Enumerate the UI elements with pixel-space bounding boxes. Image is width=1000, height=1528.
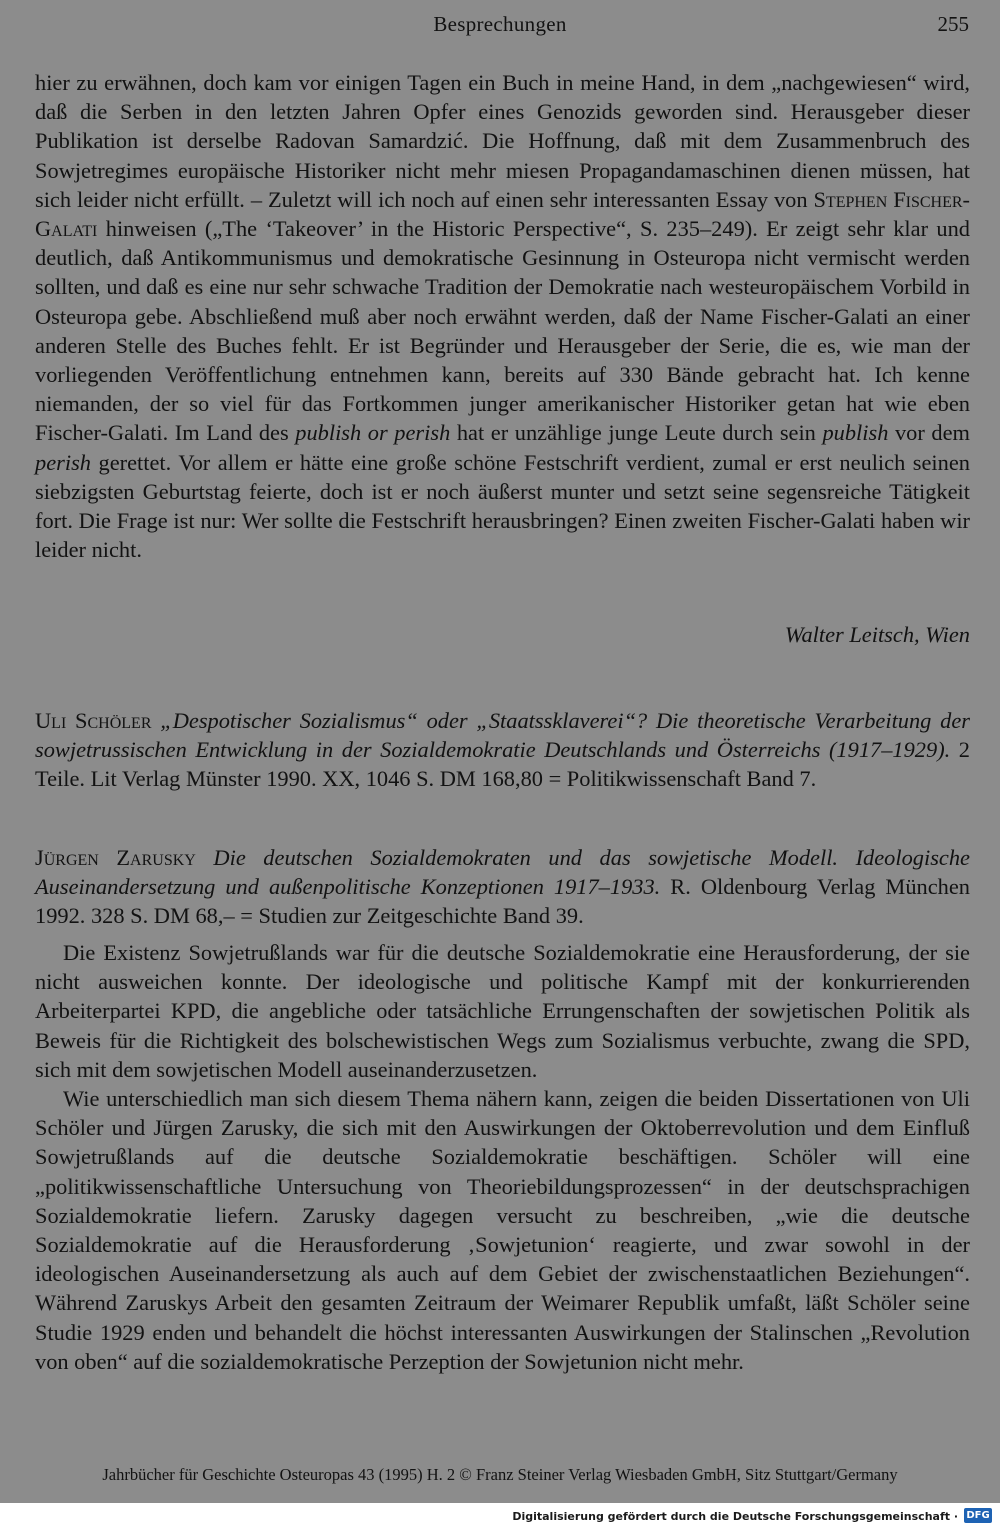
text-run: hinweisen („The ‘Takeover’ in the Historic Perspective“, S. 235–249). Er zeigt sehr klar und deutlich, daß Antikommunismus und demokratische Gesinnung in Osteuropa nicht vermischt werden sollten, und daß es eine nur sehr schwache Tradition der Demokratie nach westeuropäischem Vorbild in Osteuropa gebe. Abschließend muß aber noch erwähnt werden, daß der Name Fischer-Galati an einer anderen Stelle des Buches fehlt. Er ist Begründer und Herausgeber der Serie, die es, wie man der vorliegenden Veröffentlichung entnehmen kann, bereits auf 330 Bände gebracht hat. Ich kenne niemanden, der so viel für das Fortkommen junger amerikanischer Historiker getan hat wie eben Fischer-Galati. Im Land des bbox=[35, 216, 970, 446]
text-run: gerettet. Vor allem er hätte eine große schöne Festschrift verdient, zumal er erst neulich seinen siebzigsten Geburtstag feierte, doch ist er noch äußerst munter und setzt seine segensreiche Tätigkeit fort. Die Frage ist nur: Wer sollte die Festschrift herausbringen? Einen zweiten Fischer-Galati haben wir leider nicht. bbox=[35, 449, 970, 563]
italic-text: perish bbox=[35, 449, 91, 475]
review-continuation-paragraph bbox=[35, 68, 970, 564]
book-citation-schoeler bbox=[35, 706, 970, 794]
book-citation-zarusky bbox=[35, 843, 970, 931]
italic-text: publish bbox=[822, 420, 889, 446]
text-run: vor dem bbox=[888, 420, 970, 446]
text-run: 2 Teile. Lit Verlag Münster 1990. XX, 1046 S. DM 168,80 = Politikwissenschaft Band 7. bbox=[35, 737, 970, 792]
italic-text: publish or perish bbox=[295, 420, 451, 446]
digitization-bar bbox=[0, 1503, 1000, 1528]
author-name: Jürgen Zarusky bbox=[35, 845, 196, 870]
author-name: Uli Schöler bbox=[35, 708, 152, 733]
author-name: Stephen Fischer-Galati bbox=[35, 186, 971, 242]
running-title: Besprechungen bbox=[433, 12, 567, 36]
text-run: hat er unzählige junge Leute durch sein bbox=[450, 420, 823, 446]
review-body bbox=[35, 938, 970, 1376]
text-run bbox=[152, 708, 161, 733]
dfg-logo: DFG bbox=[964, 1508, 992, 1523]
text-run: R. Oldenbourg Verlag München 1992. 328 S. DM 68,– = Studien zur Zeitgeschichte Band 39. bbox=[35, 874, 970, 929]
italic-text: „Despotischer Sozialismus“ oder „Staatssklaverei“? Die theoretische Verarbeitung der sowjetrussischen Entwicklung in der Sozialdemokratie Deutschlands und Österreichs (1917–1929). bbox=[35, 708, 970, 763]
body-paragraph-2: Wie unterschiedlich man sich diesem Thema nähern kann, zeigen die beiden Dissertationen von Uli Schöler und Jürgen Zarusky, die sich mit den Auswirkungen der Oktoberrevolution und dem Einfluß Sowjetrußlands auf die deutsche Sozialdemokratie beschäftigen. Schöler will eine „politikwissenschaftliche Untersuchung von Theoriebildungsprozessen“ in der deutschsprachigen Sozialdemokratie liefern. Zarusky dagegen versucht zu beschreiben, „wie die deutsche Sozialdemokratie auf die Herausforderung ‚Sowjetunion‘ reagierte, und zwar sowohl in der ideologischen Auseinandersetzung als auch auf dem Gebiet der zwischenstaatlichen Beziehungen“. Während Zaruskys Arbeit den gesamten Zeitraum der Weimarer Republik umfaßt, läßt Schöler seine Studie 1929 enden und behandelt die höchst interessanten Auswirkungen der Stalinschen „Revolution von oben“ auf die sozialdemokratische Perzeption der Sowjetunion nicht mehr. bbox=[35, 1086, 970, 1374]
page-number: 255 bbox=[937, 12, 969, 36]
reviewer-signature: Walter Leitsch, Wien bbox=[784, 622, 970, 647]
italic-text: Die deutschen Sozialdemokraten und das sowjetische Modell. Ideologische Auseinandersetzung und außenpolitische Konzeptionen 1917–1933. bbox=[35, 845, 970, 900]
body-paragraph-1: Die Existenz Sowjetrußlands war für die deutsche Sozialdemokratie eine Herausforderung, der sie nicht ausweichen konnte. Der ideologische und politische Kampf mit der konkurrierenden Arbeiterpartei KPD, die angebliche oder tatsächliche Errungenschaften der sowjetischen Politik als Beweis für die Richtigkeit des bolschewistischen Wegs zum Sozialismus verbuchte, zwang die SPD, sich mit dem sowjetischen Modell auseinanderzusetzen. bbox=[35, 940, 970, 1082]
digitization-credit: Digitalisierung gefördert durch die Deutsche Forschungsgemeinschaft · bbox=[512, 1510, 958, 1523]
text-run: hier zu erwähnen, doch kam vor einigen Tagen ein Buch in meine Hand, in dem „nachgewiesen“ wird, daß die Serben in den letzten Jahren Opfer eines Genozids geworden sind. Herausgeber dieser Publikation ist derselbe Radovan Samardzić. Die Hoffnung, daß mit dem Zusammenbruch des Sowjetregimes europäische Historiker nicht mehr miesen Propagandamaschinen dienen müssen, hat sich leider nicht erfüllt. – Zuletzt will ich noch auf einen sehr interessanten Essay von bbox=[35, 70, 970, 212]
running-header bbox=[0, 10, 1000, 40]
journal-footer: Jahrbücher für Geschichte Osteuropas 43 (1995) H. 2 © Franz Steiner Verlag Wiesbaden GmbH, Sitz Stuttgart/Germany bbox=[102, 1465, 898, 1484]
text-run bbox=[196, 845, 214, 870]
